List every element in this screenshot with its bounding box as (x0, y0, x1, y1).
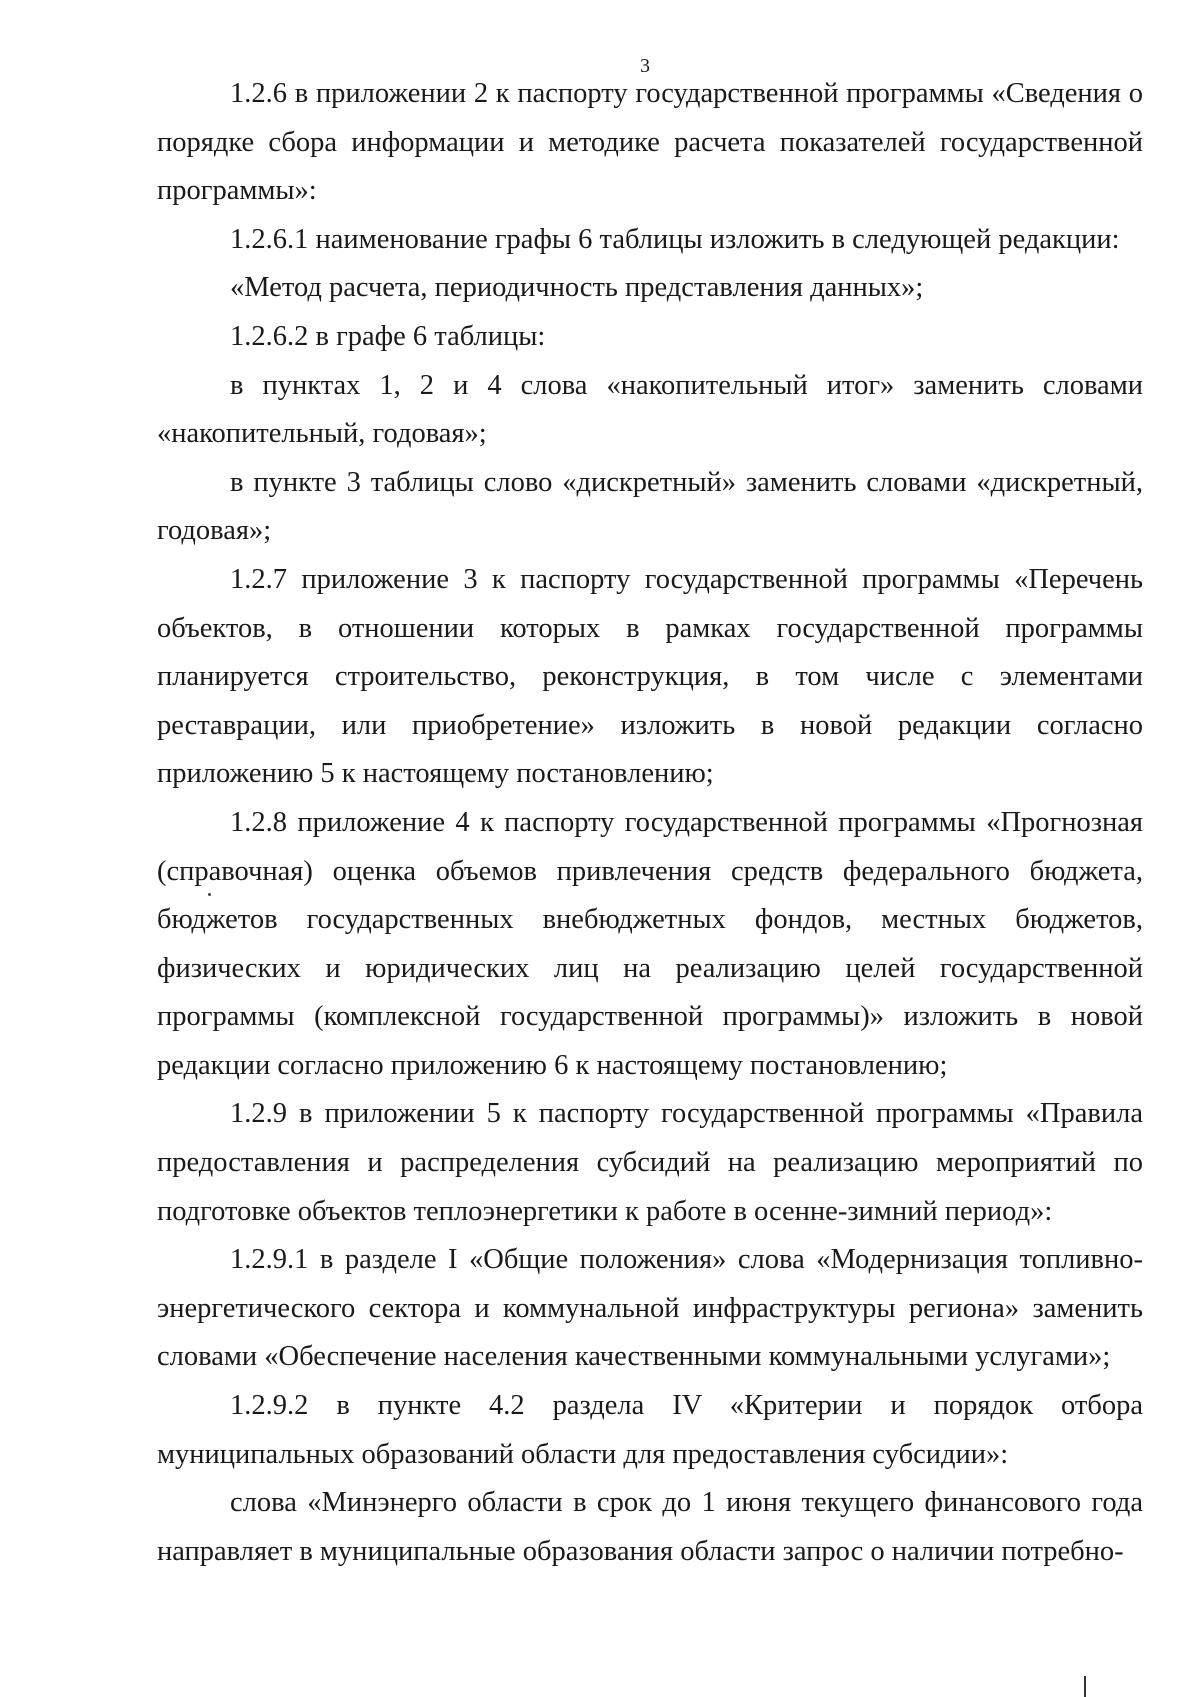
scan-edge-mark (1084, 1676, 1086, 1697)
paragraph-1-2-8: 1.2.8 приложение 4 к паспорту государственной программы «Прогнозная (справочная) оценка объемов привлечения средств федерального бюджета, бюджетов государственных внебюджетных фондов, местных бюджетов, физических и юридических лиц на реализацию целей государственной программы (комплексной государственной программы)» изложить в новой редакции согласно приложению 6 к настоящему постановлению; (157, 806, 1143, 1081)
paragraph-1-2-6-1: 1.2.6.1 наименование графы 6 таблицы изложить в следующей редакции: (230, 223, 1120, 255)
paragraph-words-minenergo: слова «Минэнерго области в срок до 1 июня текущего финансового года направляет в муниципальные образования области запрос о наличии потребно- (157, 1487, 1143, 1567)
paragraph-1-2-9-1: 1.2.9.1 в разделе I «Общие положения» слова «Модернизация топливно-энергетического сектора и коммунальной инфраструктуры региона» заменить словами «Обеспечение населения качественными коммунальными услугами»; (157, 1244, 1143, 1373)
paragraph-item-3: в пункте 3 таблицы слово «дискретный» заменить словами «дискретный, годовая»; (157, 466, 1143, 547)
paragraph-1-2-9: 1.2.9 в приложении 5 к паспорту государственной программы «Правила предоставления и распределения субсидий на реализацию мероприятий по подготовке объектов теплоэнергетики к работе в осенне-зимний период»: (157, 1098, 1143, 1227)
page-number: 3 (640, 55, 650, 77)
paragraph-1-2-6-2: 1.2.6.2 в графе 6 таблицы: (230, 320, 546, 352)
paragraph-1-2-6: 1.2.6 в приложении 2 к паспорту государственной программы «Сведения о порядке сбора информации и методике расчета показателей государственной программы»: (157, 78, 1143, 207)
paragraph-1-2-7: 1.2.7 приложение 3 к паспорту государственной программы «Перечень объектов, в отношении которых в рамках государственной программы планируется строительство, реконструкция, в том числе с элементами реставрации, или приобретение» изложить в новой редакции согласно приложению 5 к настоящему постановлению; (157, 563, 1143, 790)
paragraph-1-2-9-2: 1.2.9.2 в пункте 4.2 раздела IV «Критерии и порядок отбора муниципальных образований области для предоставления субсидии»: (157, 1390, 1143, 1470)
document-body (157, 70, 1143, 1576)
scan-speck (208, 893, 211, 896)
paragraph-items-1-2-4: в пунктах 1, 2 и 4 слова «накопительный итог» заменить словами «накопительный, годовая»; (157, 369, 1143, 450)
paragraph-quote-method: «Метод расчета, периодичность представления данных»; (230, 272, 924, 304)
